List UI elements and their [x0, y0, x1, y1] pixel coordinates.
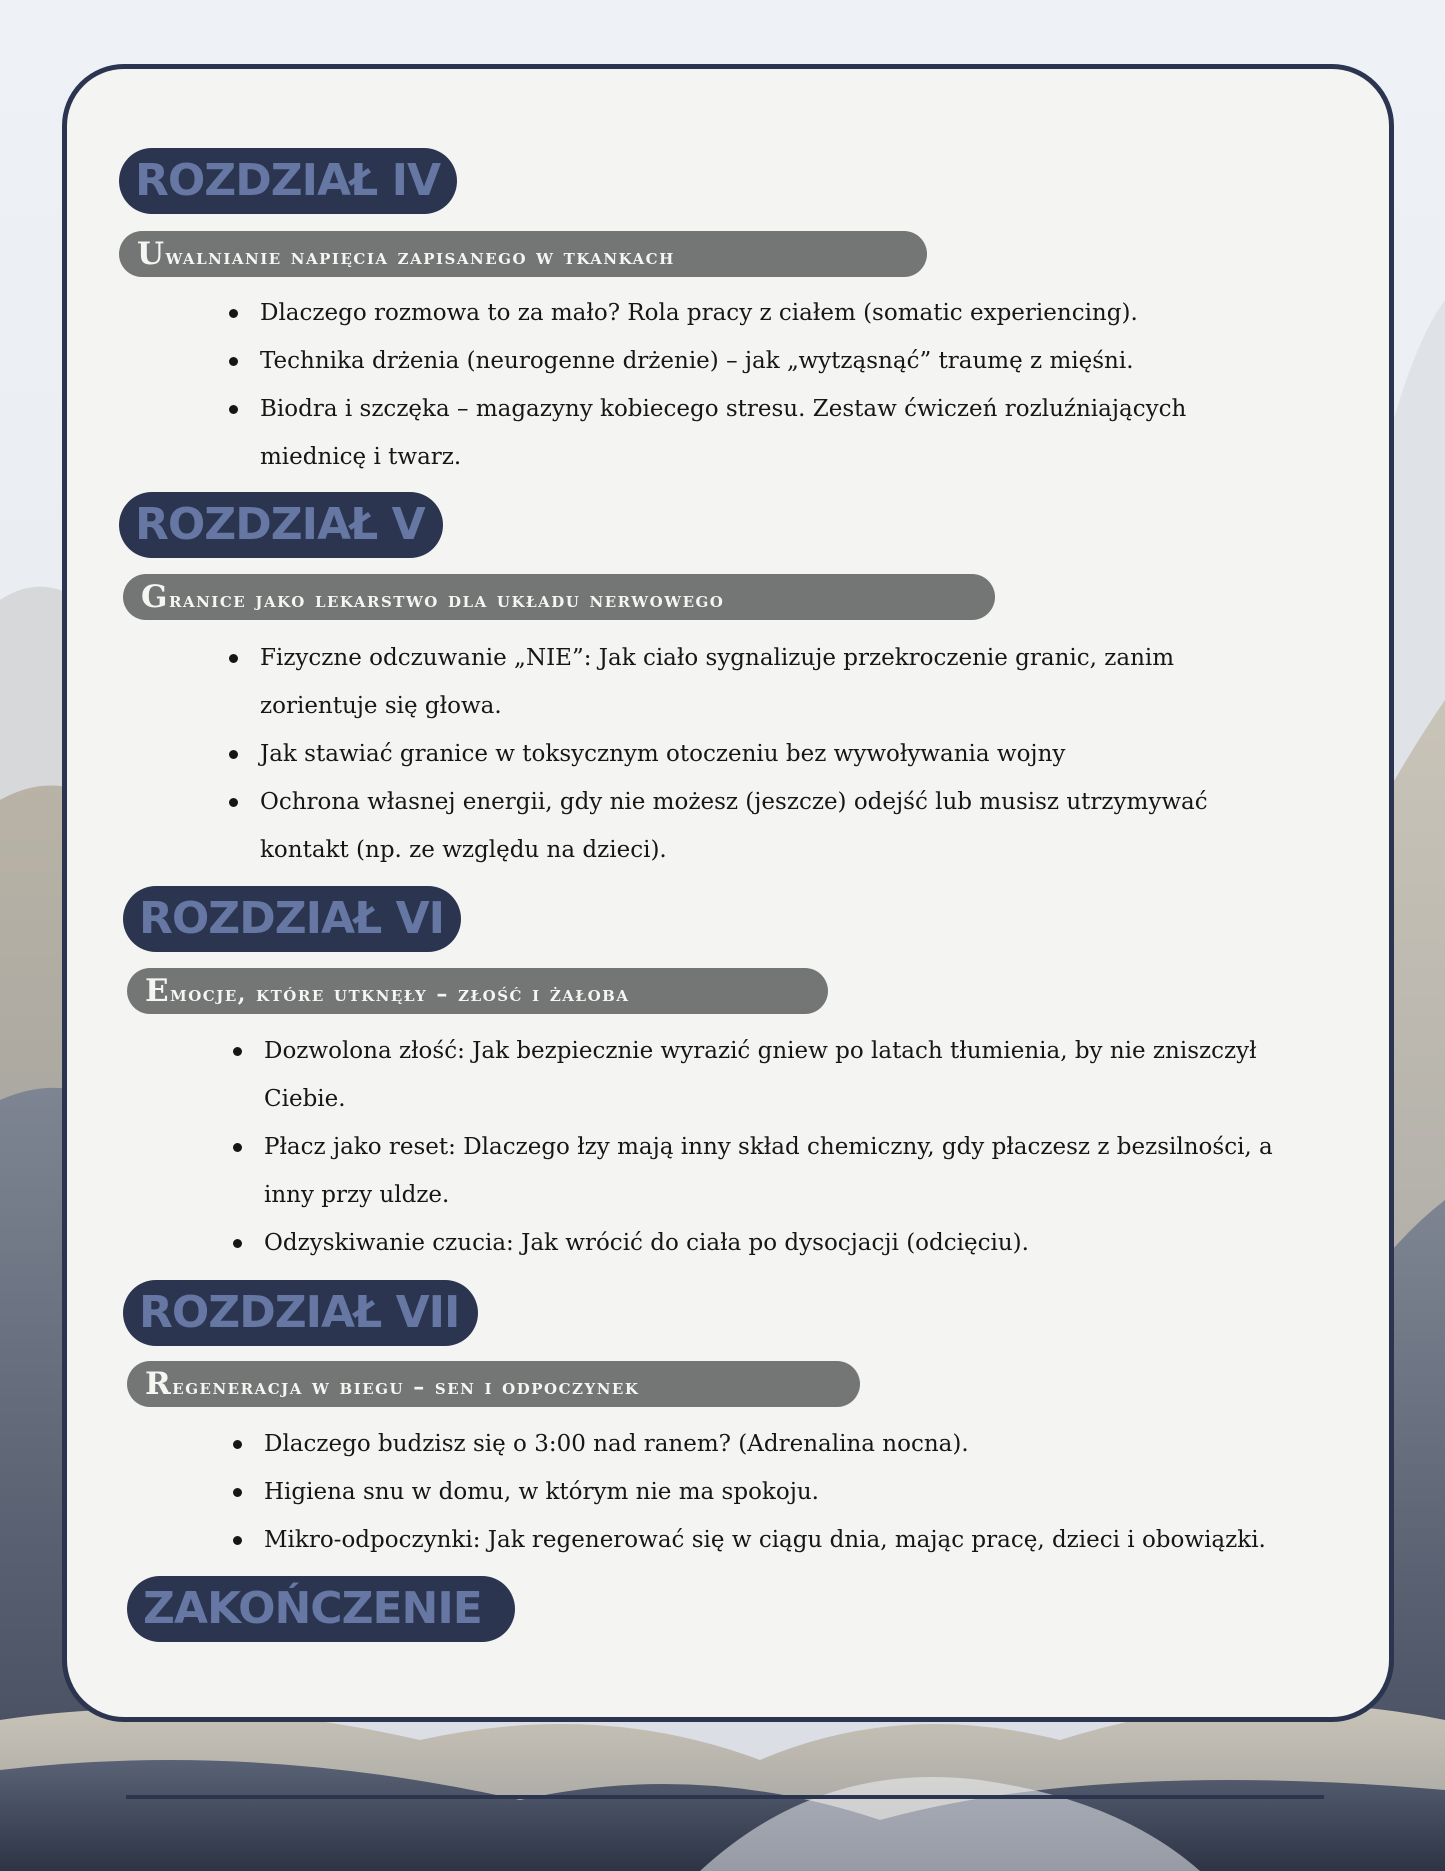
list-item: Dozwolona złość: Jak bezpiecznie wyrazić gniew po latach tłumienia, by nie zniszczył Ciebie. [229, 1027, 1319, 1123]
chapter-subtitle-vii: Regeneracja w biegu – sen i odpoczynek [127, 1361, 860, 1407]
closing-heading: ZAKOŃCZENIE [127, 1576, 515, 1642]
chapter-heading-vi: ROZDZIAŁ VI [123, 886, 461, 952]
list-item: Ochrona własnej energii, gdy nie możesz (jeszcze) odejść lub musisz utrzymywać kontakt (np. ze względu na dzieci). [225, 778, 1245, 874]
footer-divider [126, 1795, 1324, 1799]
list-item: Dlaczego budzisz się o 3:00 nad ranem? (Adrenalina nocna). [229, 1420, 1359, 1468]
bullet-list-v [225, 634, 1245, 874]
bullet-list-iv [225, 289, 1245, 481]
chapter-heading-vii: ROZDZIAŁ VII [123, 1280, 478, 1346]
list-item: Mikro-odpoczynki: Jak regenerować się w ciągu dnia, mając pracę, dzieci i obowiązki. [229, 1516, 1359, 1564]
bullet-list-vi [229, 1027, 1319, 1267]
chapter-subtitle-iv: Uwalnianie napięcia zapisanego w tkankach [119, 231, 927, 277]
bullet-list-vii [229, 1420, 1359, 1564]
list-item: Biodra i szczęka – magazyny kobiecego stresu. Zestaw ćwiczeń rozluźniających miednicę i twarz. [225, 385, 1245, 481]
list-item: Jak stawiać granice w toksycznym otoczeniu bez wywoływania wojny [225, 730, 1245, 778]
list-item: Fizyczne odczuwanie „NIE”: Jak ciało sygnalizuje przekroczenie granic, zanim zorientuje się głowa. [225, 634, 1245, 730]
list-item: Odzyskiwanie czucia: Jak wrócić do ciała po dysocjacji (odcięciu). [229, 1219, 1319, 1267]
chapter-heading-iv: ROZDZIAŁ IV [119, 148, 457, 214]
list-item: Płacz jako reset: Dlaczego łzy mają inny skład chemiczny, gdy płaczesz z bezsilności, a inny przy uldze. [229, 1123, 1319, 1219]
list-item: Technika drżenia (neurogenne drżenie) – jak „wytząsnąć” traumę z mięśni. [225, 337, 1245, 385]
list-item: Dlaczego rozmowa to za mało? Rola pracy z ciałem (somatic experiencing). [225, 289, 1245, 337]
list-item: Higiena snu w domu, w którym nie ma spokoju. [229, 1468, 1359, 1516]
chapter-heading-v: ROZDZIAŁ V [119, 492, 443, 558]
chapter-subtitle-vi: Emocje, które utknęły – złość i żałoba [127, 968, 828, 1014]
chapter-subtitle-v: Granice jako lekarstwo dla układu nerwowego [123, 574, 995, 620]
